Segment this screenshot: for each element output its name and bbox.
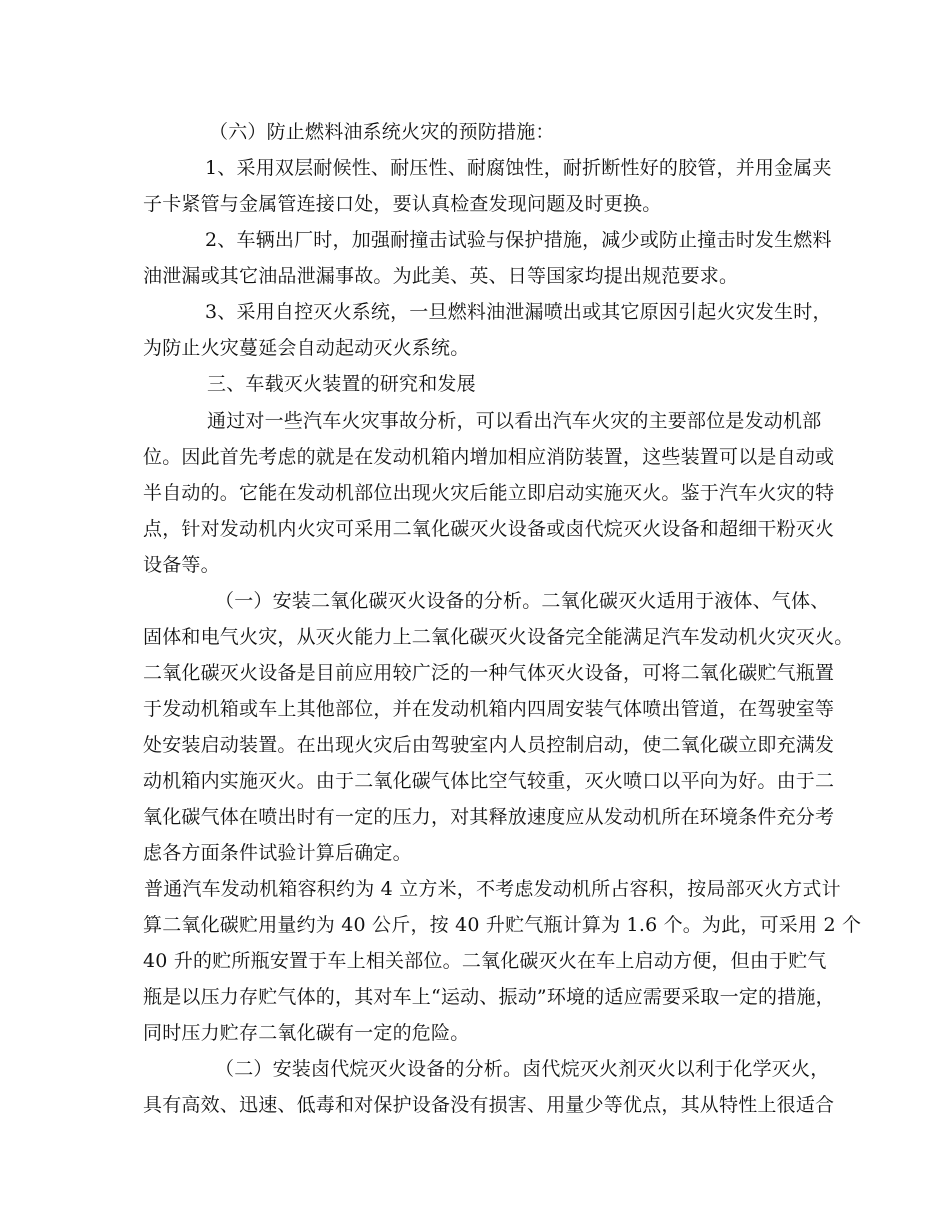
paragraph-intro-line-5: 设备等。 (143, 554, 220, 576)
measure-2-line-1: 2、车辆出厂时，加强耐撞击试验与保护措施，减少或防止撞击时发生燃料 (205, 229, 832, 251)
paragraph-intro-line-1: 通过对一些汽车火灾事故分析，可以看出汽车火灾的主要部位是发动机部 (207, 410, 822, 432)
paragraph-volume-line-5: 同时压力贮存二氧化碳有一定的危险。 (143, 1022, 470, 1044)
paragraph-co2-line-8: 虑各方面条件试验计算后确定。 (143, 842, 412, 864)
paragraph-co2-line-5: 处安装启动装置。在出现火灾后由驾驶室内人员控制启动，使二氧化碳立即充满发 (143, 734, 835, 756)
paragraph-volume-line-3: 40 升的贮所瓶安置于车上相关部位。二氧化碳灭火在车上启动方便，但由于贮气 (143, 950, 827, 972)
paragraph-co2-line-3: 二氧化碳灭火设备是目前应用较广泛的一种气体灭火设备，可将二氧化碳贮气瓶置 (143, 662, 835, 684)
paragraph-co2-line-7: 氧化碳气体在喷出时有一定的压力，对其释放速度应从发动机所在环境条件充分考 (143, 806, 835, 828)
paragraph-volume-line-1: 普通汽车发动机箱容积约为 4 立方米，不考虑发动机所占容积，按局部灭火方式计 (144, 878, 841, 900)
paragraph-halon-line-1: （二）安装卤代烷灭火设备的分析。卤代烷灭火剂灭火以利于化学灭火， (215, 1058, 830, 1080)
paragraph-co2-line-6: 动机箱内实施灭火。由于二氧化碳气体比空气较重，灭火喷口以平向为好。由于二 (143, 770, 835, 792)
section-heading-3: 三、车载灭火装置的研究和发展 (207, 373, 476, 395)
paragraph-co2-line-4: 于发动机箱或车上其他部位，并在发动机箱内四周安装气体喷出管道，在驾驶室等 (143, 698, 835, 720)
paragraph-intro-line-4: 点，针对发动机内火灾可采用二氧化碳灭火设备或卤代烷灭火设备和超细干粉灭火 (143, 518, 835, 540)
paragraph-volume-line-4: 瓶是以压力存贮气体的，其对车上“运动、振动”环境的适应需要采取一定的措施， (143, 986, 835, 1008)
measure-1-line-2: 子卡紧管与金属管连接口处，要认真检查发现问题及时更换。 (143, 193, 662, 215)
measure-2-line-2: 油泄漏或其它油品泄漏事故。为此美、英、日等国家均提出规范要求。 (143, 265, 739, 287)
paragraph-co2-line-1: （一）安装二氧化碳灭火设备的分析。二氧化碳灭火适用于液体、气体、 (215, 590, 830, 612)
paragraph-volume-line-2: 算二氧化碳贮用量约为 40 公斤，按 40 升贮气瓶计算为 1.6 个。为此，可采用 2 个 (143, 914, 862, 936)
section-heading-6: （六）防止燃料油系统火灾的预防措施： (209, 121, 555, 143)
paragraph-intro-line-2: 位。因此首先考虑的就是在发动机箱内增加相应消防装置，这些装置可以是自动或 (143, 446, 835, 468)
paragraph-co2-line-2: 固体和电气火灾，从灭火能力上二氧化碳灭火设备完全能满足汽车发动机火灾灭火。 (143, 626, 854, 648)
measure-1-line-1: 1、采用双层耐候性、耐压性、耐腐蚀性，耐折断性好的胶管，并用金属夹 (205, 157, 832, 179)
paragraph-halon-line-2: 具有高效、迅速、低毒和对保护设备没有损害、用量少等优点，其从特性上很适合 (143, 1094, 835, 1116)
measure-3-line-1: 3、采用自控灭火系统，一旦燃料油泄漏喷出或其它原因引起火灾发生时， (205, 301, 832, 323)
measure-3-line-2: 为防止火灾蔓延会自动起动灭火系统。 (143, 337, 470, 359)
paragraph-intro-line-3: 半自动的。它能在发动机部位出现火灾后能立即启动实施灭火。鉴于汽车火灾的特 (143, 482, 835, 504)
